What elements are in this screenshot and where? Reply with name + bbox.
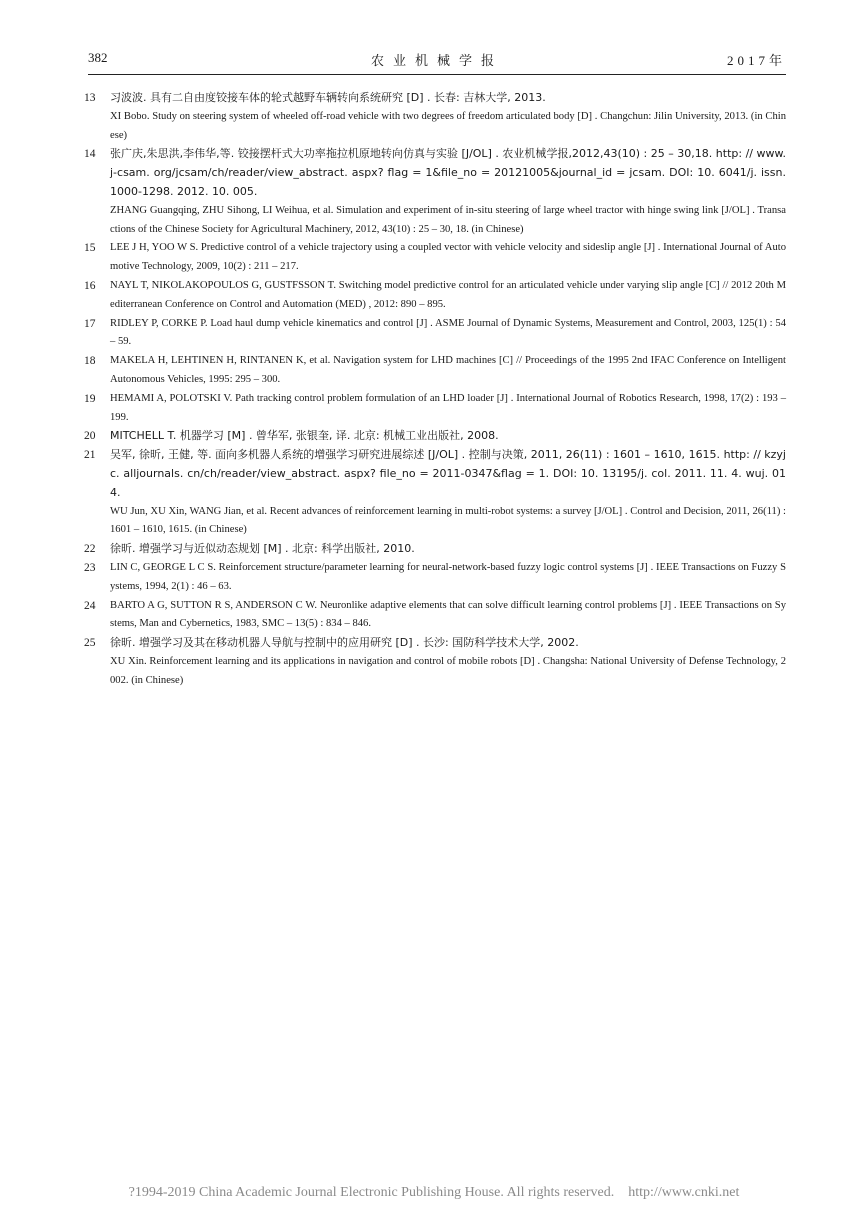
reference-item bbox=[84, 597, 786, 635]
footer-url: http://www.cnki.net bbox=[628, 1185, 740, 1200]
reference-number: 19 bbox=[84, 392, 96, 405]
reference-text-english: NAYL T, NIKOLAKOPOULOS G, GUSTFSSON T. Switching model predictive control for an articulated vehicle under varying slip angle [C] // 2012 20th Mediterranean Conference on Control and Automation (MED) , 2012: 890 – 895. bbox=[110, 279, 786, 310]
journal-title: 农业机械学报 bbox=[370, 53, 503, 68]
reference-number: 23 bbox=[84, 561, 96, 574]
reference-item bbox=[84, 559, 786, 597]
page-header bbox=[88, 50, 786, 70]
reference-item bbox=[84, 277, 786, 315]
reference-text-english: XU Xin. Reinforcement learning and its applications in navigation and control of mobile robots [D] . Changsha: National University of Defense Technology, 2002. (in Chinese) bbox=[110, 655, 786, 686]
reference-text-english: ZHANG Guangqing, ZHU Sihong, LI Weihua, et al. Simulation and experiment of in-situ steering of large wheel tractor with hinge swing link [J/OL] . Transactions of the Chinese Society for Agricultural Machinery, 2012, 43(10) : 25 – 30, 18. (in Chinese) bbox=[110, 204, 786, 235]
reference-text-english: HEMAMI A, POLOTSKI V. Path tracking control problem formulation of an LHD loader [J] . International Journal of Robotics Research, 1998, 17(2) : 193 – 199. bbox=[110, 392, 786, 423]
reference-text-chinese: 徐昕. 增强学习及其在移动机器人导航与控制中的应用研究 [D] . 长沙: 国防科学技术大学, 2002. bbox=[110, 636, 579, 650]
reference-number: 18 bbox=[84, 355, 96, 368]
reference-item bbox=[84, 446, 786, 540]
reference-number: 22 bbox=[84, 543, 96, 556]
reference-item bbox=[84, 315, 786, 353]
reference-number: 14 bbox=[84, 148, 96, 161]
reference-item bbox=[84, 89, 786, 145]
reference-number: 25 bbox=[84, 637, 96, 650]
footer-copyright: ?1994-2019 China Academic Journal Electronic Publishing House. All rights reserved. bbox=[128, 1185, 615, 1200]
reference-text-chinese: 习波波. 具有二自由度铰接车体的轮式越野车辆转向系统研究 [D] . 长春: 吉林大学, 2013. bbox=[110, 91, 546, 104]
reference-text-english: MAKELA H, LEHTINEN H, RINTANEN K, et al. Navigation system for LHD machines [C] // Proceedings of the 1995 2nd IFAC Conference on Intelligent Autonomous Vehicles, 1995: 295 – 300. bbox=[110, 355, 786, 385]
reference-item bbox=[84, 390, 786, 428]
page-footer bbox=[0, 1185, 868, 1201]
reference-text-chinese: 张广庆,朱思洪,李伟华,等. 铰接摆杆式大功率拖拉机原地转向仿真与实验 [J/OL] . 农业机械学报,2012,43(10) : 25 – 30,18. http: // www. j-csam. org/jcsam/ch/reader/view_abstract. aspx? flag = 1&file_no = 20121005&journal_id = jcsam. DOI: 10. 6041/j. issn. 1000-1298. 2012. 10. 005. bbox=[110, 147, 786, 198]
reference-number: 13 bbox=[84, 92, 96, 104]
reference-text-chinese: MITCHELL T. 机器学习 [M] . 曾华军, 张银奎, 译. 北京: 机械工业出版社, 2008. bbox=[110, 429, 499, 443]
header-rule bbox=[88, 74, 786, 75]
reference-item bbox=[84, 634, 786, 690]
reference-item bbox=[84, 145, 786, 239]
reference-number: 20 bbox=[84, 430, 96, 443]
reference-item bbox=[84, 427, 786, 446]
publication-year: 2017年 bbox=[726, 53, 786, 68]
reference-text-chinese: 徐昕. 增强学习与近似动态规划 [M] . 北京: 科学出版社, 2010. bbox=[110, 542, 415, 556]
reference-item bbox=[84, 540, 786, 559]
reference-text-english: LIN C, GEORGE L C S. Reinforcement structure/parameter learning for neural-network-based fuzzy logic control systems [J] . IEEE Transactions on Fuzzy Systems, 1994, 2(1) : 46 – 63. bbox=[110, 561, 786, 592]
reference-item bbox=[84, 352, 786, 390]
reference-number: 24 bbox=[84, 599, 96, 612]
page-number: 382 bbox=[88, 50, 108, 65]
reference-item bbox=[84, 239, 786, 277]
reference-number: 21 bbox=[84, 449, 96, 462]
reference-text-english: RIDLEY P, CORKE P. Load haul dump vehicle kinematics and control [J] . ASME Journal of Dynamic Systems, Measurement and Control, 2003, 125(1) : 54 – 59. bbox=[110, 317, 786, 348]
reference-list bbox=[84, 89, 786, 691]
reference-number: 17 bbox=[84, 317, 96, 330]
reference-number: 16 bbox=[84, 279, 96, 292]
reference-number: 15 bbox=[84, 242, 96, 255]
reference-text-english: BARTO A G, SUTTON R S, ANDERSON C W. Neuronlike adaptive elements that can solve difficult learning control problems [J] . IEEE Transactions on Systems, Man and Cybernetics, 1983, SMC – 13(5) : 834 – 846. bbox=[110, 599, 786, 630]
reference-text-chinese: 吴军, 徐昕, 王健, 等. 面向多机器人系统的增强学习研究进展综述 [J/OL] . 控制与决策, 2011, 26(11) : 1601 – 1610, 1615. http: // kzyjc. alljournals. cn/ch/reader/view_abstract. aspx? file_no = 2011-0347&flag = 1. DOI: 10. 13195/j. col. 2011. 11. 4. wuj. 014. bbox=[110, 448, 786, 499]
reference-text-english: XI Bobo. Study on steering system of wheeled off-road vehicle with two degrees of freedom articulated body [D] . Changchun: Jilin University, 2013. (in Chinese) bbox=[110, 110, 786, 141]
reference-text-english: WU Jun, XU Xin, WANG Jian, et al. Recent advances of reinforcement learning in multi-robot systems: a survey [J/OL] . Control and Decision, 2011, 26(11) : 1601 – 1610, 1615. (in Chinese) bbox=[110, 505, 786, 536]
reference-text-english: LEE J H, YOO W S. Predictive control of a vehicle trajectory using a coupled vector with vehicle velocity and sideslip angle [J] . International Journal of Automotive Technology, 2009, 10(2) : 211 – 217. bbox=[110, 242, 786, 273]
